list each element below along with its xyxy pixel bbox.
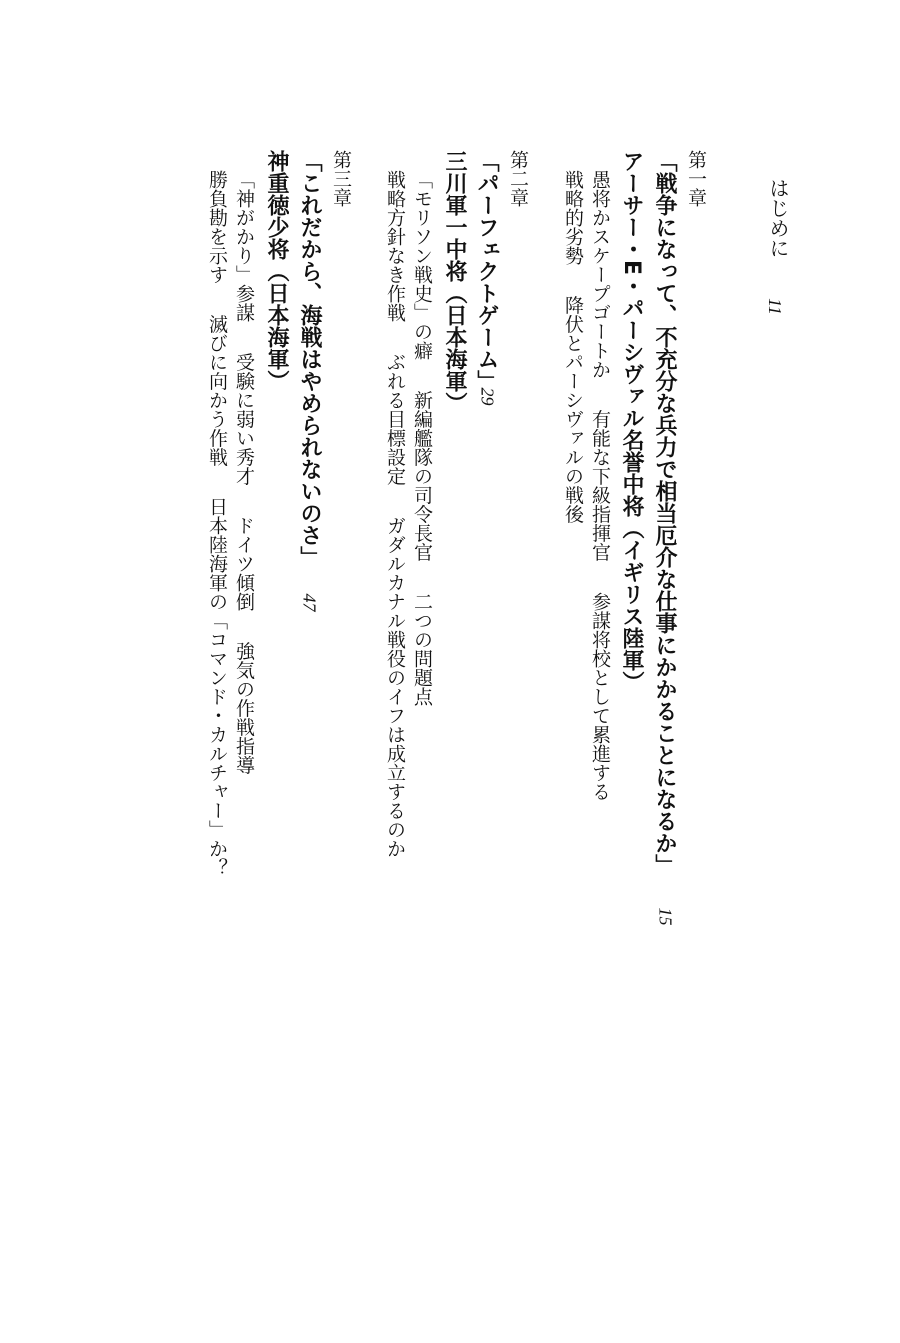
chapter-3-topics-line-2 <box>207 170 226 877</box>
chapter-2-subject: 三川軍一中将（日本海軍） <box>442 150 467 414</box>
chapter-2-title: 「パーフェクトゲーム」 <box>474 150 499 392</box>
topic: 二つの問題点 <box>411 591 433 706</box>
topic: 愚将かスケープゴートか <box>589 170 611 379</box>
topic: 参謀将校として累進する <box>589 591 611 801</box>
topic: 勝負勘を示す <box>206 170 228 284</box>
intro-page-number: 11 <box>764 298 785 315</box>
topic: 強気の作戦指導 <box>233 641 255 775</box>
topic: 受験に弱い秀才 <box>233 352 255 486</box>
chapter-3-topics-line-1 <box>234 170 253 774</box>
topic: 「モリソン戦史」の癖 <box>411 170 433 360</box>
chapter-1-topics-line-2 <box>563 170 582 523</box>
chapter-2-topics-line-1 <box>412 170 431 706</box>
chapter-2-topics-line-2 <box>385 170 404 858</box>
topic: ガダルカナル戦役のイフは成立するのか <box>384 515 406 858</box>
topic: 日本陸海軍の「コマンド・カルチャー」か？ <box>206 496 228 877</box>
chapter-3-title: 「これだから、海戦はやめられないのさ」 <box>297 150 322 568</box>
chapter-3-subject: 神重徳少将（日本海軍） <box>264 150 289 392</box>
chapter-1-title: 「戦争になって、不充分な兵力で相当厄介な仕事にかかることになるか」 <box>652 150 677 876</box>
topic: 「神がかり」参謀 <box>233 170 255 322</box>
topic: 降伏とパーシヴァルの戦後 <box>562 295 584 524</box>
topic: ぶれる目標設定 <box>384 352 406 486</box>
chapter-2-label: 第二章 <box>507 150 529 207</box>
topic: 戦略的劣勢 <box>562 170 584 265</box>
chapter-1-subject: アーサー・E・パーシヴァル名誉中将（イギリス陸軍） <box>619 150 644 694</box>
chapter-1-label: 第一章 <box>685 150 707 207</box>
chapter-1-topics-line-1 <box>590 170 609 801</box>
intro-title: はじめに <box>766 178 790 258</box>
topic: ドイツ傾倒 <box>233 515 255 611</box>
topic: 滅びに向かう作戦 <box>206 314 228 467</box>
chapter-1-page-number: 15 <box>655 907 676 926</box>
topic: 新編艦隊の司令長官 <box>411 390 433 562</box>
topic: 有能な下級指揮官 <box>589 409 611 562</box>
chapter-2-page-number: 29 <box>477 387 498 406</box>
chapter-3-page-number: 47 <box>299 593 320 612</box>
topic: 戦略方針なき作戦 <box>384 170 406 322</box>
chapter-3-label: 第三章 <box>330 150 352 207</box>
